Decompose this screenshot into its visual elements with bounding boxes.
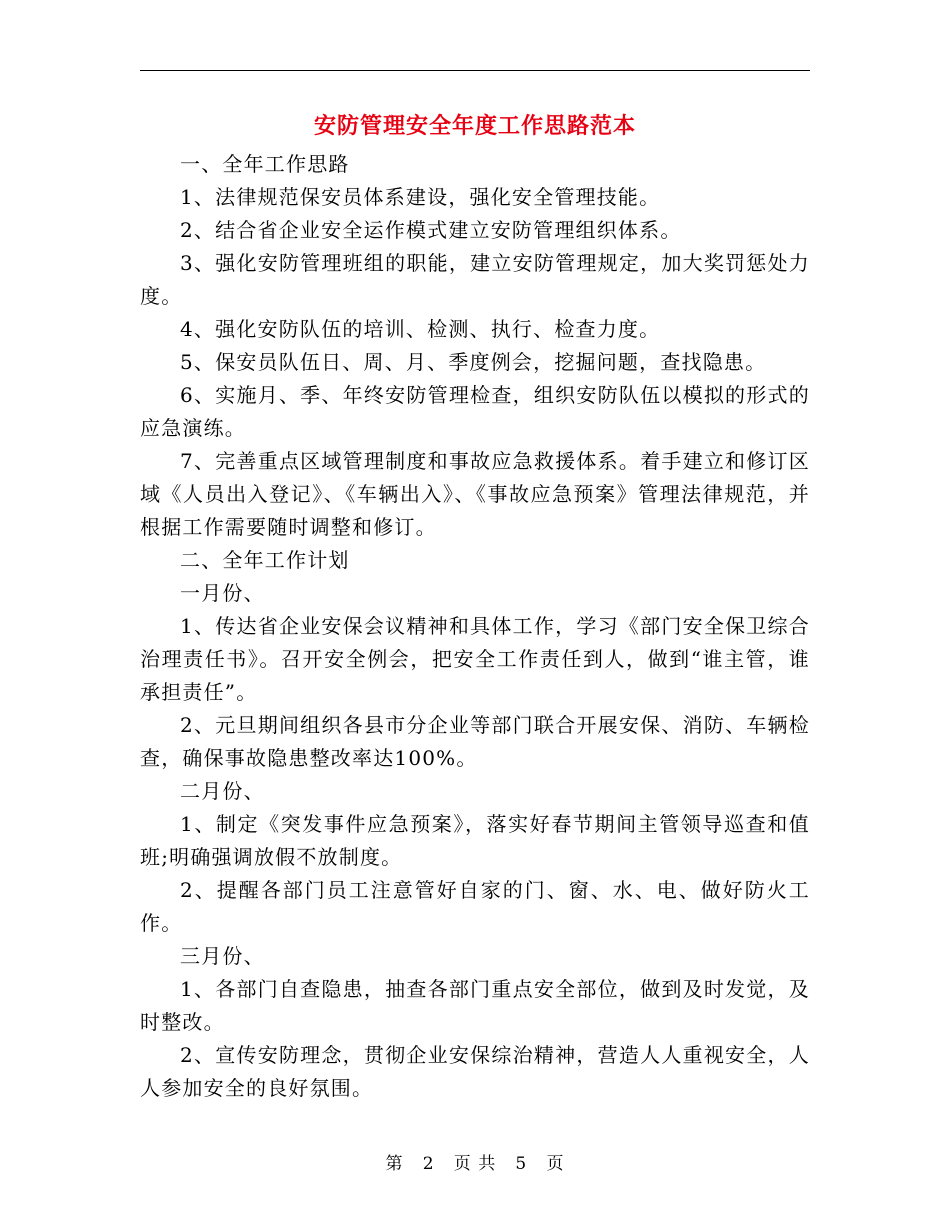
document-body xyxy=(140,148,810,1105)
paragraph-5: 5、保安员队伍日、周、月、季度例会，挖掘问题，查找隐患。 xyxy=(180,350,767,374)
paragraph-1: 1、法律规范保安员体系建设，强化安全管理技能。 xyxy=(180,185,661,209)
month-heading-january: 一月份、 xyxy=(180,581,265,605)
current-page-number: 2 xyxy=(422,1154,435,1174)
january-item-2: 2、元旦期间组织各县市分企业等部门联合开展安保、消防、车辆检查，确保事故隐患整改率达100%。 xyxy=(140,713,810,770)
february-item-1: 1、制定《突发事件应急预案》，落实好春节期间主管领导巡查和值班;明确强调放假不放制度。 xyxy=(140,812,810,869)
paragraph-3: 3、强化安防管理班组的职能，建立安防管理规定，加大奖罚惩处力度。 xyxy=(140,251,810,308)
header-rule xyxy=(140,70,810,71)
section-heading-2: 二、全年工作计划 xyxy=(180,548,350,572)
page-footer xyxy=(0,1152,950,1176)
page-label-prefix: 第 xyxy=(385,1154,404,1174)
paragraph-6: 6、实施月、季、年终安防管理检查，组织安防队伍以模拟的形式的应急演练。 xyxy=(140,383,810,440)
paragraph-2: 2、结合省企业安全运作模式建立安防管理组织体系。 xyxy=(180,218,682,242)
page-label-mid: 页 共 xyxy=(453,1154,497,1174)
page-label-suffix: 页 xyxy=(546,1154,565,1174)
paragraph-4: 4、强化安防队伍的培训、检测、执行、检查力度。 xyxy=(180,317,661,341)
month-heading-march: 三月份、 xyxy=(180,944,265,968)
paragraph-7: 7、完善重点区域管理制度和事故应急救援体系。着手建立和修订区域《人员出入登记》、《车辆出入》、《事故应急预案》管理法律规范，并根据工作需要随时调整和修订。 xyxy=(140,449,810,539)
month-heading-february: 二月份、 xyxy=(180,779,265,803)
section-heading-1: 一、全年工作思路 xyxy=(180,152,350,176)
february-item-2: 2、提醒各部门员工注意管好自家的门、窗、水、电、做好防火工作。 xyxy=(140,878,810,935)
march-item-1: 1、各部门自查隐患，抽查各部门重点安全部位，做到及时发觉，及时整改。 xyxy=(140,977,810,1034)
march-item-2: 2、宣传安防理念，贯彻企业安保综治精神，营造人人重视安全，人人参加安全的良好氛围。 xyxy=(140,1043,810,1100)
document-title: 安防管理安全年度工作思路范本 xyxy=(313,113,636,139)
january-item-1: 1、传达省企业安保会议精神和具体工作，学习《部门安全保卫综合治理责任书》。召开安全例会，把安全工作责任到人，做到“谁主管，谁承担责任”。 xyxy=(140,614,810,704)
total-pages-number: 5 xyxy=(515,1154,528,1174)
